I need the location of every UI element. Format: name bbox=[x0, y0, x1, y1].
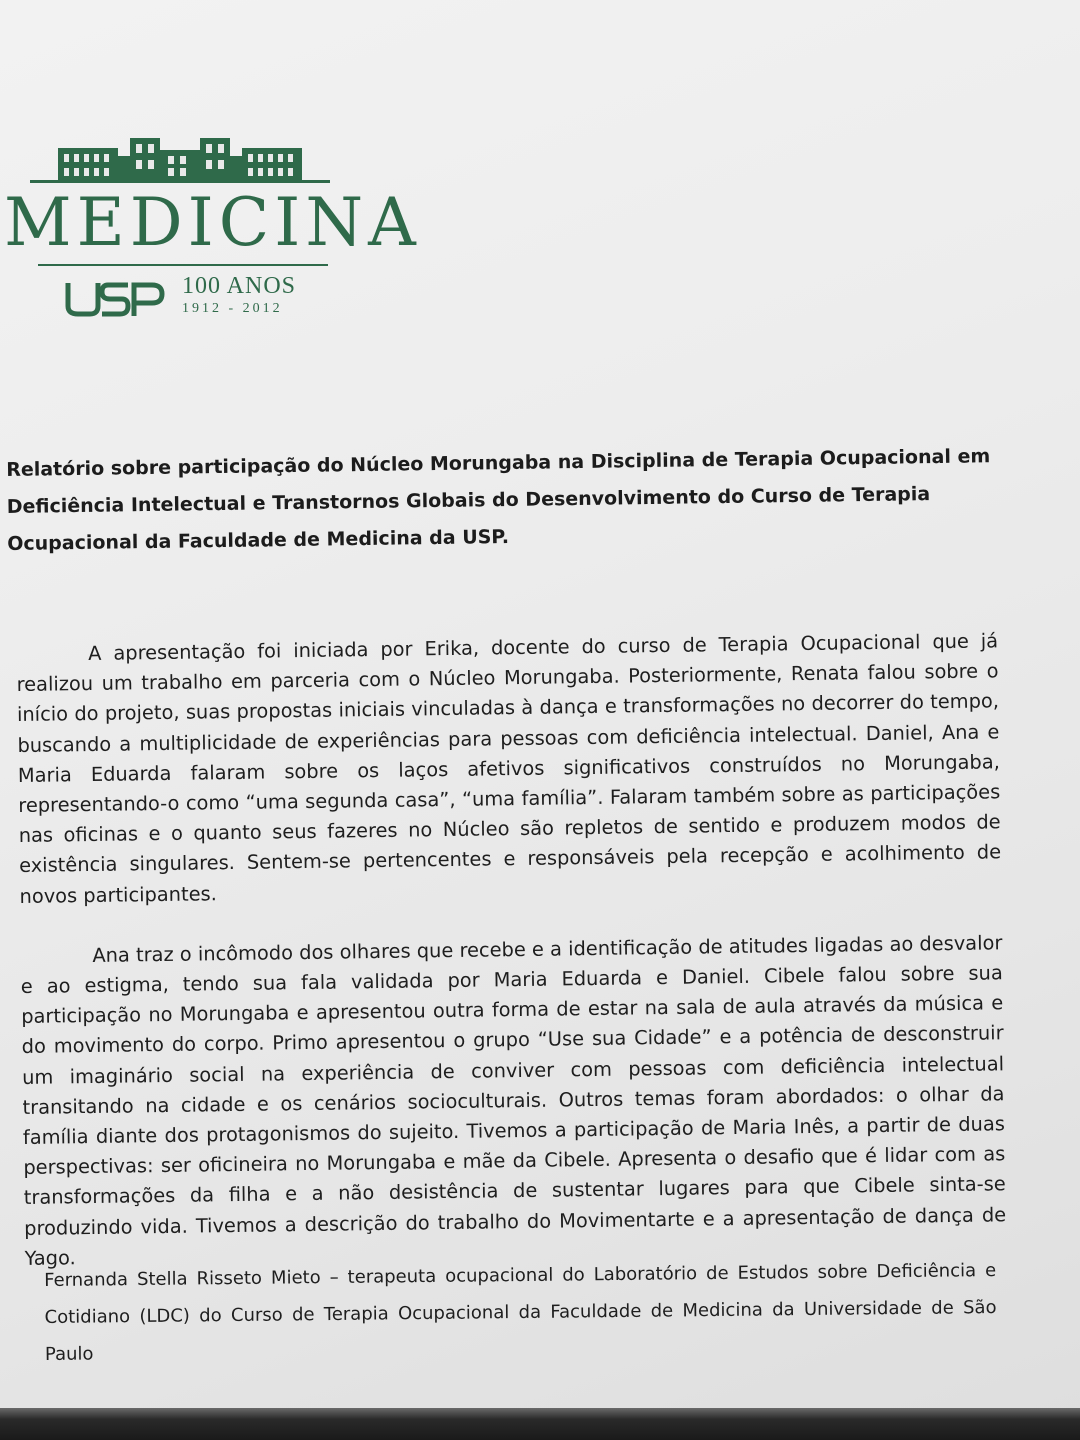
medicina-usp-logo bbox=[0, 130, 421, 330]
body-paragraph-2: Ana traz o incômodo dos olhares que recebe e a identificação de atitudes ligadas ao desvalor e ao estigma, tendo sua fala validada por Maria Eduarda e Daniel. Cibele falou sobre sua participação no Morungaba e apresentou outra forma de estar na sala de aula através da música e do movimento do corpo. Primo apresentou o grupo “Use sua Cidade” e a potência de desconstruir um imaginário social na experiência de conviver com pessoas com deficiência intelectual transitando na cidade e os cenários socioculturais. Outros temas foram abordados: o olhar da família diante dos protagonismos do sujeito. Tivemos a participação de Maria Inês, a partir de duas perspectivas: ser oficineira no Morungaba e mãe da Cibele. Apresenta o desafio que é lidar com as transformações da filha e a não desistência de sustentar lugares para que Cibele sinta-se produzindo vida. Tivemos a descrição do trabalho do Movimentarte e a apresentação de dança de Yago. bbox=[20, 931, 1007, 1270]
anniversary-label: 100 ANOS bbox=[182, 273, 297, 299]
author-signature: Fernanda Stella Risseto Mieto – terapeuta ocupacional do Laboratório de Estudos sobre Deficiência e Cotidiano (LDC) do Curso de Terapia Ocupacional da Faculdade de Medicina da Universidade de São Paulo bbox=[44, 1260, 997, 1365]
body-paragraph-1: A apresentação foi iniciada por Erika, docente do curso de Terapia Ocupacional que já realizou um trabalho em parceria com o Núcleo Morungaba. Posteriormente, Renata falou sobre o início do projeto, suas propostas iniciais vinculadas à dança e transformações no decorrer do tempo, buscando a multiplicidade de experiências para pessoas com deficiência intelectual. Daniel, Ana e Maria Eduarda falaram sobre os laços afetivos significativos construídos no Morungaba, representando-o como “uma segunda casa”, “uma família”. Falaram também sobre as participações nas oficinas e o quanto seus fazeres no Núcleo são repletos de sentido e produzem modos de existência singulares. Sentem-se pertencentes e responsáveis pela recepção e acolhimento de novos participantes. bbox=[16, 629, 1002, 908]
document-title: Relatório sobre participação do Núcleo Morungaba na Disciplina de Terapia Ocupacional em Deficiência Intelectual e Transtornos Globais do Desenvolvimento do Curso de Terapia Ocupacional da Faculdade de Medicina da USP. bbox=[6, 445, 991, 555]
logo-divider bbox=[38, 264, 328, 266]
page-bottom-edge bbox=[0, 1408, 1080, 1440]
document-body bbox=[16, 626, 1007, 1274]
usp-logo-icon bbox=[64, 280, 168, 318]
logo-wordmark: MEDICINA bbox=[4, 184, 421, 261]
building-facade-icon bbox=[30, 130, 340, 186]
anniversary-years: 1912 - 2012 bbox=[182, 301, 283, 316]
